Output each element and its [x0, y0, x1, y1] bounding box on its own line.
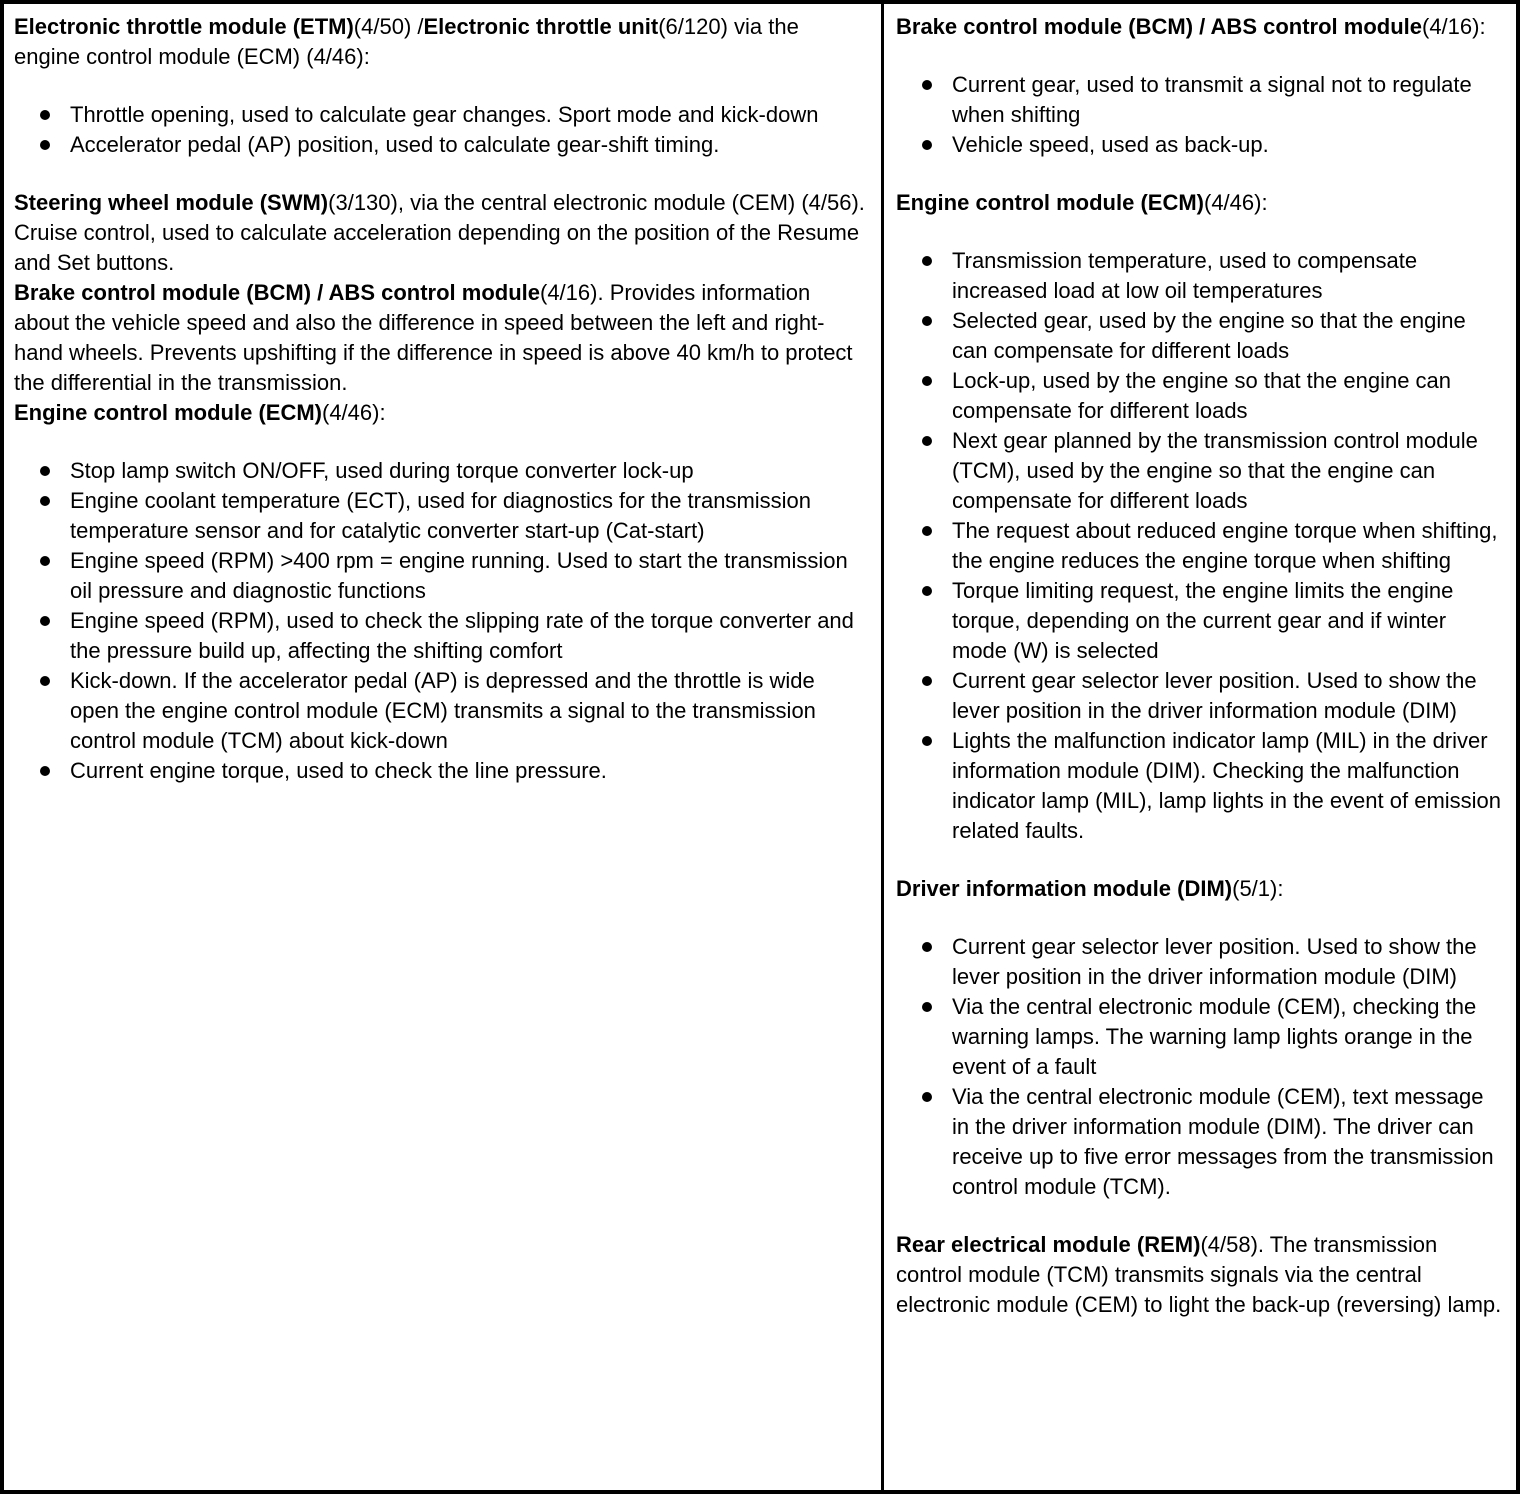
list-item-text: Via the central electronic module (CEM), text message in the driver information module (DIM). The driver can receive up to five error messages from the transmission control module (TCM). — [952, 1084, 1494, 1199]
paragraph — [896, 1230, 1504, 1320]
bullet-icon — [922, 1092, 932, 1102]
bullet-list — [896, 70, 1504, 160]
text-segment: (4/16). Provides information about the vehicle speed and also the difference in speed between the left and right-hand wheels. Prevents upshifting if the difference in speed is above 40 km/h to protect the differential in the transmission. — [14, 280, 853, 395]
list-item-text: Stop lamp switch ON/OFF, used during torque converter lock-up — [70, 458, 694, 483]
bullet-icon — [40, 110, 50, 120]
list-item-text: Current gear selector lever position. Used to show the lever position in the driver information module (DIM) — [952, 668, 1477, 723]
paragraph — [14, 398, 869, 428]
list-item-text: Current gear selector lever position. Used to show the lever position in the driver information module (DIM) — [952, 934, 1477, 989]
list-item — [922, 130, 1504, 160]
list-item-text: Next gear planned by the transmission control module (TCM), used by the engine so that the engine can compensate for different loads — [952, 428, 1478, 513]
list-item-text: Torque limiting request, the engine limits the engine torque, depending on the current gear and if winter mode (W) is selected — [952, 578, 1454, 663]
bullet-icon — [922, 676, 932, 686]
list-item — [40, 130, 869, 160]
bullet-icon — [40, 766, 50, 776]
bullet-icon — [40, 496, 50, 506]
list-item — [40, 456, 869, 486]
paragraph — [896, 12, 1504, 42]
text-segment: (5/1): — [1232, 876, 1284, 901]
module-heading-text: Engine control module (ECM) — [896, 190, 1204, 215]
text-segment: (4/50) / — [353, 14, 424, 39]
bullet-icon — [922, 316, 932, 326]
list-item-text: Engine coolant temperature (ECT), used for diagnostics for the transmission temperature sensor and for catalytic converter start-up (Cat-start) — [70, 488, 812, 543]
list-item — [40, 666, 869, 756]
bullet-icon — [922, 942, 932, 952]
list-item — [40, 606, 869, 666]
bullet-icon — [922, 80, 932, 90]
paragraph — [14, 278, 869, 398]
bullet-icon — [40, 616, 50, 626]
text-segment: (4/58). The transmission control module (TCM) transmits signals via the central electronic module (CEM) to light the back-up (reversing) lamp. — [896, 1232, 1502, 1317]
list-item — [922, 426, 1504, 516]
bullet-list — [896, 932, 1504, 1202]
list-item-text: Vehicle speed, used as back-up. — [952, 132, 1269, 157]
text-segment: (6/120) via the engine control module (ECM) (4/46): — [14, 14, 799, 69]
bullet-icon — [40, 140, 50, 150]
module-heading-text: Steering wheel module (SWM) — [14, 190, 329, 215]
list-item-text: The request about reduced engine torque when shifting, the engine reduces the engine torque when shifting — [952, 518, 1498, 573]
bullet-icon — [922, 736, 932, 746]
list-item-text: Selected gear, used by the engine so that the engine can compensate for different loads — [952, 308, 1466, 363]
module-heading-text: Brake control module (BCM) / ABS control module — [14, 280, 540, 305]
list-item-text: Accelerator pedal (AP) position, used to calculate gear-shift timing. — [70, 132, 720, 157]
module-heading-text: Electronic throttle unit — [423, 14, 659, 39]
list-item-text: Transmission temperature, used to compensate increased load at low oil temperatures — [952, 248, 1418, 303]
list-item — [40, 546, 869, 606]
bullet-icon — [922, 1002, 932, 1012]
list-item — [922, 576, 1504, 666]
list-item-text: Current gear, used to transmit a signal not to regulate when shifting — [952, 72, 1472, 127]
list-item — [922, 70, 1504, 130]
module-heading-text: Electronic throttle module (ETM) — [14, 14, 354, 39]
paragraph — [896, 188, 1504, 218]
bullet-icon — [40, 466, 50, 476]
list-item-text: Lock-up, used by the engine so that the engine can compensate for different loads — [952, 368, 1452, 423]
module-heading-text: Brake control module (BCM) / ABS control module — [896, 14, 1422, 39]
list-item-text: Via the central electronic module (CEM), checking the warning lamps. The warning lamp lights orange in the event of a fault — [952, 994, 1477, 1079]
bullet-icon — [922, 586, 932, 596]
list-item — [40, 100, 869, 130]
list-item — [922, 516, 1504, 576]
bullet-icon — [922, 376, 932, 386]
module-heading-text: Driver information module (DIM) — [896, 876, 1233, 901]
list-item — [922, 306, 1504, 366]
list-item-text: Engine speed (RPM), used to check the slipping rate of the torque converter and the pressure build up, affecting the shifting comfort — [70, 608, 854, 663]
text-segment: (4/46): — [322, 400, 386, 425]
bullet-icon — [922, 140, 932, 150]
bullet-icon — [40, 556, 50, 566]
bullet-list — [896, 246, 1504, 846]
bullet-icon — [40, 676, 50, 686]
paragraph — [14, 12, 869, 72]
list-item-text: Lights the malfunction indicator lamp (MIL) in the driver information module (DIM). Checking the malfunction indicator lamp (MIL), lamp lights in the event of emission related faults. — [952, 728, 1502, 843]
right-column — [884, 4, 1516, 1490]
list-item-text: Throttle opening, used to calculate gear changes. Sport mode and kick-down — [70, 102, 819, 127]
list-item-text: Current engine torque, used to check the line pressure. — [70, 758, 607, 783]
list-item — [922, 246, 1504, 306]
bullet-icon — [922, 526, 932, 536]
list-item — [922, 726, 1504, 846]
paragraph — [14, 188, 869, 278]
bullet-icon — [922, 256, 932, 266]
list-item — [922, 992, 1504, 1082]
list-item-text: Kick-down. If the accelerator pedal (AP) is depressed and the throttle is wide open the engine control module (ECM) transmits a signal to the transmission control module (TCM) about kick-down — [70, 668, 816, 753]
bullet-list — [14, 100, 869, 160]
text-segment: (3/130), via the central electronic module (CEM) (4/56). Cruise control, used to calculate acceleration depending on the position of the Resume and Set buttons. — [14, 190, 865, 275]
list-item — [922, 666, 1504, 726]
bullet-list — [14, 456, 869, 786]
module-heading-text: Rear electrical module (REM) — [896, 1232, 1201, 1257]
paragraph — [896, 874, 1504, 904]
list-item — [922, 932, 1504, 992]
list-item — [922, 366, 1504, 426]
list-item — [922, 1082, 1504, 1202]
list-item — [40, 486, 869, 546]
list-item — [40, 756, 869, 786]
bullet-icon — [922, 436, 932, 446]
left-column — [4, 4, 884, 1490]
list-item-text: Engine speed (RPM) >400 rpm = engine running. Used to start the transmission oil pressure and diagnostic functions — [70, 548, 848, 603]
text-segment: (4/46): — [1204, 190, 1268, 215]
module-heading-text: Engine control module (ECM) — [14, 400, 322, 425]
text-segment: (4/16): — [1422, 14, 1486, 39]
